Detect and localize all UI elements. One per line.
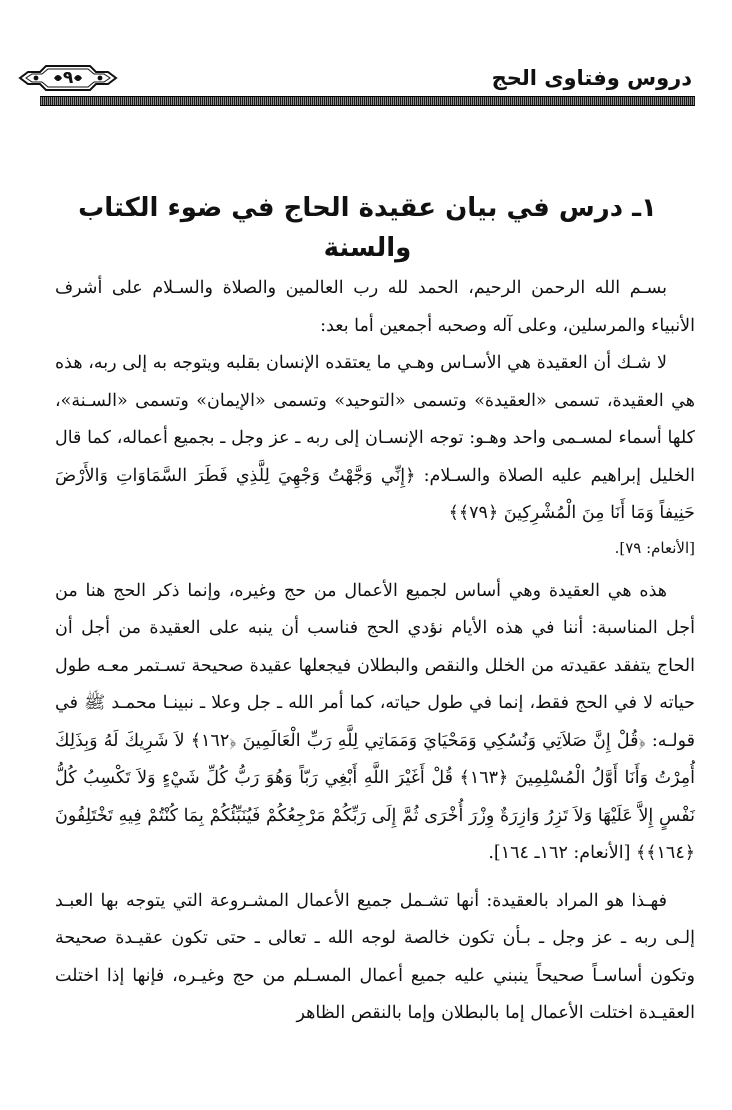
running-header-title: دروس وفتاوى الحج [491,66,692,90]
page-number-badge [18,64,118,92]
paragraph-meaning: فهـذا هو المراد بالعقيدة: أنها تشـمل جميع الأعمال المشـروعة التي يتوجه بها العبـد إلـى ربه ـ عز وجل ـ بـأن تكون خالصة لوجه الله ـ تعالى ـ حتى تكون عقيـدة صحيحة وتكون أساسـاً صحيحاً ينبني عليه جميع أعمال المسـلم من حج وغيـره، فإنها إذا اختلت العقيـدة اختلت الأعمال إما بالبطلان وإما بالنقص الظاهر [55,890,695,1023]
running-header [18,58,698,98]
page-number: ٩ [62,68,74,88]
body-text [55,270,695,1033]
paragraph-aqeeda-definition: لا شـك أن العقيدة هي الأسـاس وهـي ما يعتقده الإنسان بقلبه ويتوجه به إلى ربه، هذه هي العقيدة، تسمى «العقيدة» وتسمى «التوحيد» وتسمى «الإيمان» وتسمى «السـنة»، كلها أسماء لمسـمى واحد وهـو: توجه الإنسـان إلى ربه ـ عز وجل ـ بجميع أعماله، كما قال الخليل إبراهيم عليه الصلاة والسـلام: ﴿إِنِّي وَجَّهْتُ وَجْهِيَ لِلَّذِي فَطَرَ السَّمَاوَاتِ وَالأَرْضَ حَنِيفاً وَمَا أَنَا مِنَ الْمُشْرِكِينَ ﴿٧٩﴾﴾ [55,353,695,523]
paragraph-opening: بسـم الله الرحمن الرحيم، الحمد لله رب العالمين والصلاة والسـلام على أشرف الأنبياء والمرسلين، وعلى آله وصحبه أجمعين أما بعد: [55,278,695,336]
verse-reference: [الأنعام: ٧٩]. [614,538,695,557]
paragraph-hajj-occasion: هذه هي العقيدة وهي أساس لجميع الأعمال من حج وغيره، وإنما ذكر الحج هنا من أجل المناسبة: أننا في هذه الأيام نؤدي الحج فناسب أن ينبه على العقيدة من أجل أن الحاج يتفقد عقيدته من الخلل والنقص والبطلان فيجعلها عقيدة صحيحة تسـتمر معـه طول حياته لا في الحج فقط، إنما في طول حياته، كما أمر الله ـ جل وعلا ـ نبينـا محمـد ﷺ في قولـه: ﴿قُلْ إِنَّ صَلاَتِي وَنُسُكِي وَمَحْيَايَ وَمَمَاتِي لِلَّهِ رَبِّ الْعَالَمِينَ ﴿١٦٢﴾ لاَ شَرِيكَ لَهُ وَبِذَلِكَ أُمِرْتُ وَأَنَا أَوَّلُ الْمُسْلِمِينَ ﴿١٦٣﴾ قُلْ أَغَيْرَ اللَّهِ أَبْغِي رَبّاً وَهُوَ رَبُّ كُلِّ شَيْءٍ وَلاَ تَكْسِبُ كُلُّ نَفْسٍ إِلاَّ عَلَيْهَا وَلاَ تَزِرُ وَازِرَةٌ وِزْرَ أُخْرَى ثُمَّ إِلَى رَبِّكُمْ مَرْجِعُكُمْ فَيُنَبِّئُكُمْ بِمَا كُنْتُمْ فِيهِ تَخْتَلِفُونَ ﴿١٦٤﴾﴾ [الأنعام: ١٦٢ـ ١٦٤]. [55,580,695,863]
chapter-heading: ١ـ درس في بيان عقيدة الحاج في ضوء الكتاب والسنة [78,193,657,263]
header-rule [40,96,695,106]
